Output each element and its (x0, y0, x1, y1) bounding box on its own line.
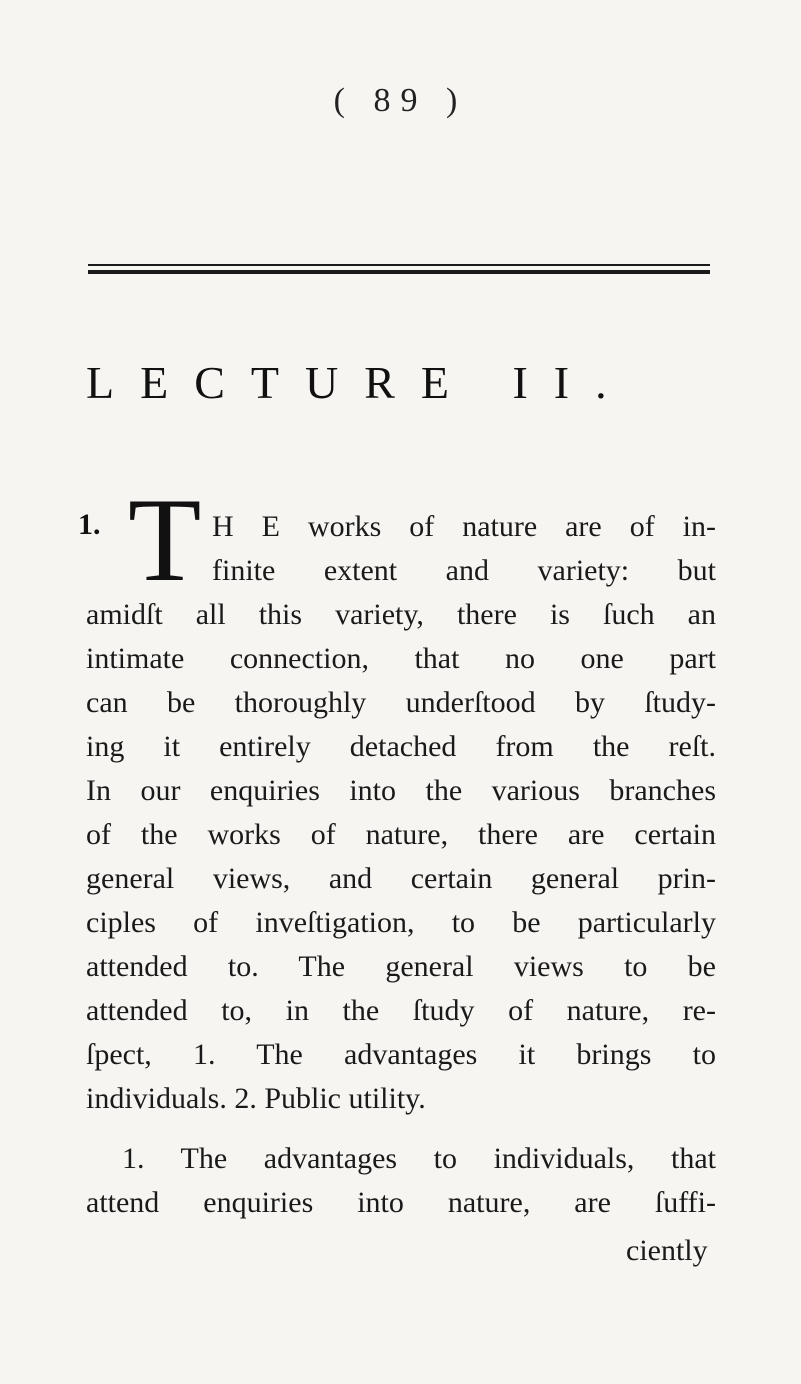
text-line: ſpect, 1. The advantages it brings to (86, 1038, 716, 1071)
text-line: In our enquiries into the various branches (86, 774, 716, 807)
text-line: attended to. The general views to be (86, 950, 716, 983)
text-line: finite extent and variety: but (212, 554, 716, 587)
text-line: intimate connection, that no one part (86, 642, 716, 675)
drop-cap: T (128, 473, 202, 606)
text-line: can be thoroughly underſtood by ſtudy- (86, 686, 716, 719)
text-line: attend enquiries into nature, are ſuffi- (86, 1186, 716, 1219)
text-line: ciples of inveſtigation, to be particularly (86, 906, 716, 939)
text-line: attended to, in the ſtudy of nature, re- (86, 994, 716, 1027)
text-line: ing it entirely detached from the reſt. (86, 730, 716, 763)
text-line: H E works of nature are of in- (212, 510, 716, 543)
section-number: 1. (78, 508, 101, 541)
header-rule-thin (88, 264, 710, 266)
catchword: ciently (626, 1234, 708, 1267)
page-number: ( 89 ) (333, 82, 468, 119)
text-line: of the works of nature, there are certain (86, 818, 716, 851)
text-line: general views, and certain general prin- (86, 862, 716, 895)
text-line: 1. The advantages to individuals, that (122, 1142, 716, 1175)
text-line: individuals. 2. Public utility. (86, 1082, 426, 1115)
header-rule-thick (88, 270, 710, 274)
lecture-heading: LECTURE II. (86, 357, 633, 408)
text-line: amidſt all this variety, there is ſuch an (86, 598, 716, 631)
